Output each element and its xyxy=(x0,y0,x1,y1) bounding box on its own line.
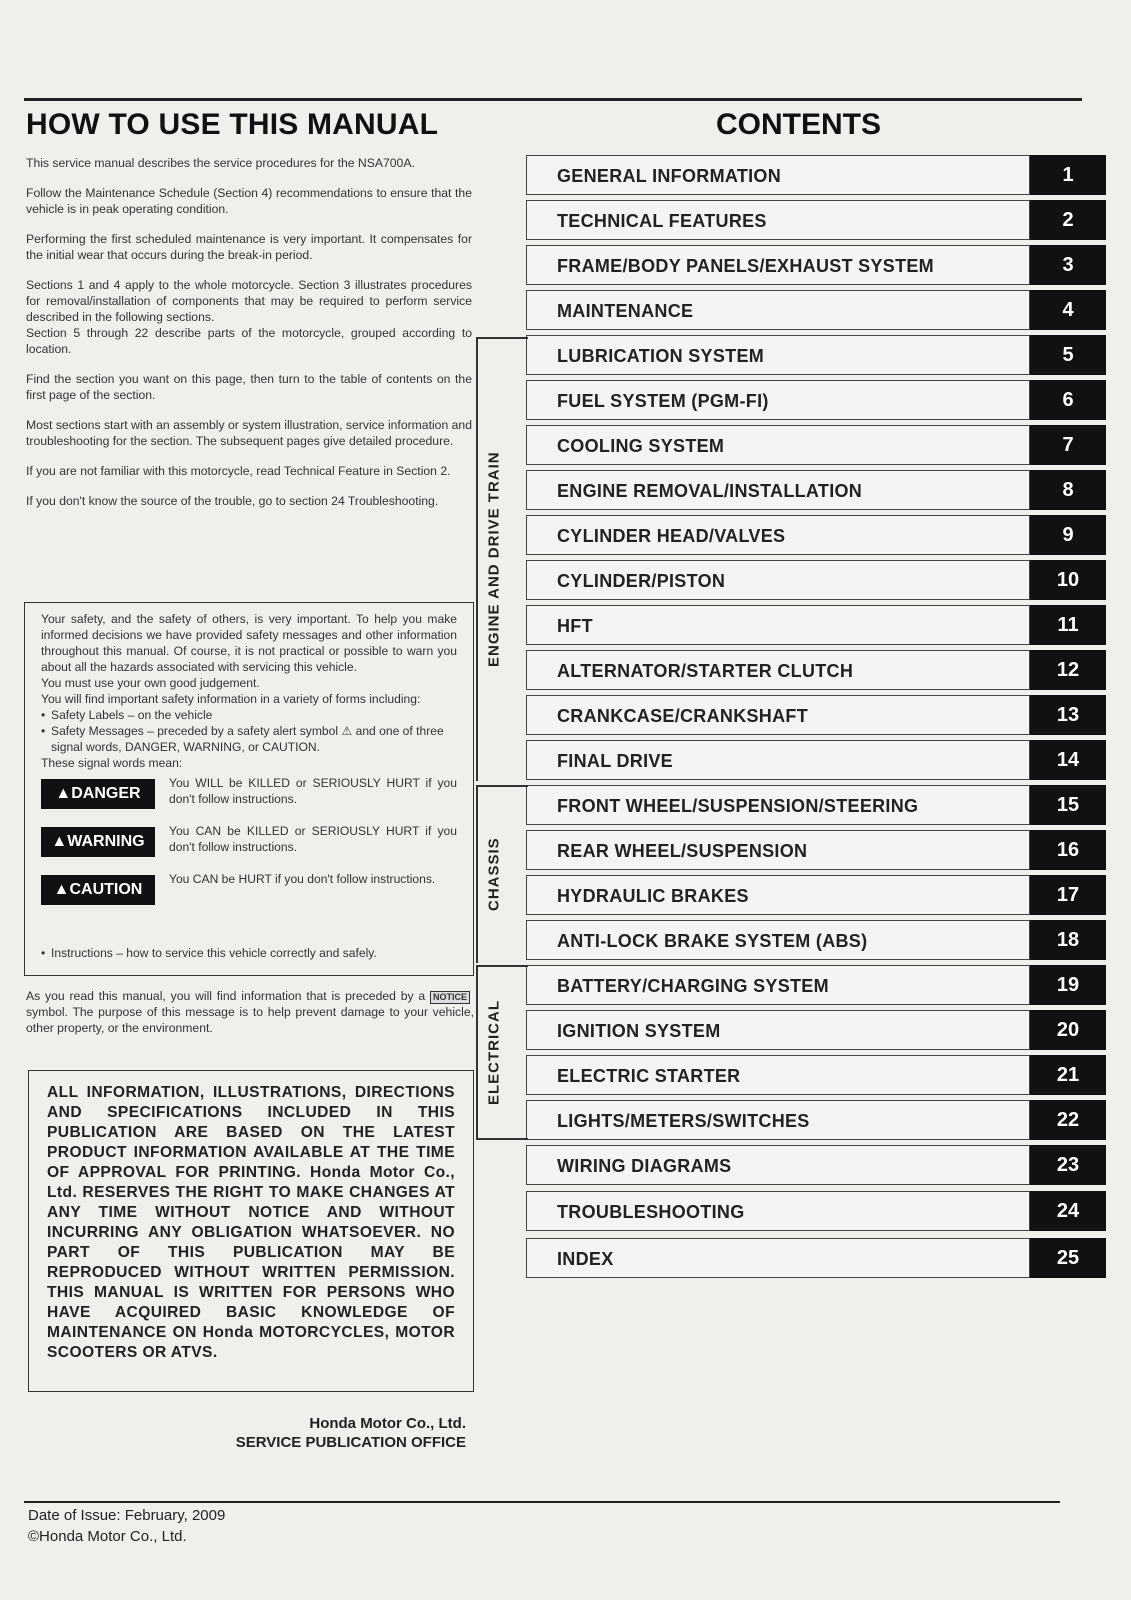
toc-row[interactable] xyxy=(526,515,1106,555)
toc-title: FRONT WHEEL/SUSPENSION/STEERING xyxy=(557,796,919,816)
toc-title: INDEX xyxy=(557,1249,614,1269)
toc-section-tab: 20 xyxy=(1030,1010,1106,1050)
intro-paragraph: Performing the first scheduled maintenance is very important. It compensates for the initial wear that occurs during the break-in period. xyxy=(26,232,472,262)
notice-paragraph xyxy=(26,988,474,1036)
warning-text: You CAN be KILLED or SERIOUSLY HURT if you don't follow instructions. xyxy=(169,824,457,854)
toc-title: CYLINDER/PISTON xyxy=(557,571,726,591)
toc-row[interactable] xyxy=(526,1010,1106,1050)
toc-row[interactable] xyxy=(526,335,1106,375)
toc-section-tab: 5 xyxy=(1030,335,1106,375)
toc-section-tab: 23 xyxy=(1030,1145,1106,1185)
toc-section-tab: 1 xyxy=(1030,155,1106,195)
copyright: ©Honda Motor Co., Ltd. xyxy=(28,1528,187,1545)
toc-title: LUBRICATION SYSTEM xyxy=(557,346,765,366)
intro-paragraph: Follow the Maintenance Schedule (Section 4) recommendations to ensure that the vehicle is in peak operating condition. xyxy=(26,186,472,216)
toc-section-tab: 6 xyxy=(1030,380,1106,420)
toc-row[interactable] xyxy=(526,875,1106,915)
notice-icon: NOTICE xyxy=(430,991,470,1004)
warning-signal xyxy=(41,823,457,857)
toc-title-cell xyxy=(526,1010,1030,1050)
toc-title: REAR WHEEL/SUSPENSION xyxy=(557,841,808,861)
toc-title: GENERAL INFORMATION xyxy=(557,166,782,186)
toc-title-cell xyxy=(526,155,1030,195)
toc-title-cell xyxy=(526,920,1030,960)
toc-section-tab: 18 xyxy=(1030,920,1106,960)
toc-title-cell xyxy=(526,515,1030,555)
toc-row[interactable] xyxy=(526,1055,1106,1095)
toc-title: BATTERY/CHARGING SYSTEM xyxy=(557,976,829,996)
toc-title-cell xyxy=(526,1191,1030,1231)
notice-text-pre: As you read this manual, you will find information that is preceded by a xyxy=(26,989,426,1003)
chassis-group-bracket xyxy=(476,785,478,963)
toc-title: WIRING DIAGRAMS xyxy=(557,1156,732,1176)
toc-row[interactable] xyxy=(526,245,1106,285)
intro-text xyxy=(26,155,472,523)
safety-paragraph: You will find important safety information in a variety of forms including: xyxy=(41,692,421,706)
toc-row[interactable] xyxy=(526,605,1106,645)
publisher-name: Honda Motor Co., Ltd. xyxy=(309,1415,466,1432)
top-rule xyxy=(24,98,1082,101)
legal-notice-box: ALL INFORMATION, ILLUSTRATIONS, DIRECTIONS AND SPECIFICATIONS INCLUDED IN THIS PUBLICATION ARE BASED ON THE LATEST PRODUCT INFORMATION AVAILABLE AT THE TIME OF APPROVAL FOR PRINTING. Honda Motor Co., Ltd. RESERVES THE RIGHT TO MAKE CHANGES AT ANY TIME WITHOUT NOTICE AND WITHOUT INCURRING ANY OBLIGATION WHATSOEVER. NO PART OF THIS PUBLICATION MAY BE REPRODUCED WITHOUT WRITTEN PERMISSION. THIS MANUAL IS WRITTEN FOR PERSONS WHO HAVE ACQUIRED BASIC KNOWLEDGE OF MAINTENANCE ON Honda MOTORCYCLES, MOTOR SCOOTERS OR ATVS. xyxy=(28,1070,474,1392)
safety-list xyxy=(41,945,461,961)
toc-row[interactable] xyxy=(526,1100,1106,1140)
toc-title-cell xyxy=(526,830,1030,870)
toc-title-cell xyxy=(526,335,1030,375)
toc-section-tab: 21 xyxy=(1030,1055,1106,1095)
electrical-group-label: ELECTRICAL xyxy=(485,1000,503,1105)
publisher-office: SERVICE PUBLICATION OFFICE xyxy=(235,1434,466,1451)
bottom-rule xyxy=(24,1501,1060,1503)
toc-title-cell xyxy=(526,650,1030,690)
toc-title-cell xyxy=(526,605,1030,645)
toc-section-tab: 9 xyxy=(1030,515,1106,555)
toc-title-cell xyxy=(526,425,1030,465)
how-to-use-heading: HOW TO USE THIS MANUAL xyxy=(26,108,439,141)
toc-title: IGNITION SYSTEM xyxy=(557,1021,721,1041)
toc-title-cell xyxy=(526,200,1030,240)
intro-paragraph: If you are not familiar with this motorcycle, read Technical Feature in Section 2. xyxy=(26,464,451,478)
toc-section-tab: 7 xyxy=(1030,425,1106,465)
toc-section-tab: 2 xyxy=(1030,200,1106,240)
toc-title: HYDRAULIC BRAKES xyxy=(557,886,749,906)
intro-paragraph: If you don't know the source of the trouble, go to section 24 Troubleshooting. xyxy=(26,494,439,508)
notice-text-post: symbol. The purpose of this message is to help prevent damage to your vehicle, other property, or the environment. xyxy=(26,1005,474,1035)
toc-section-tab: 24 xyxy=(1030,1191,1106,1231)
toc-section-tab: 19 xyxy=(1030,965,1106,1005)
contents-heading: CONTENTS xyxy=(716,108,881,141)
toc-title-cell xyxy=(526,785,1030,825)
toc-title: FRAME/BODY PANELS/EXHAUST SYSTEM xyxy=(557,256,934,276)
toc-title-cell xyxy=(526,245,1030,285)
warning-badge: ▲WARNING xyxy=(41,827,155,857)
toc-title: ENGINE REMOVAL/INSTALLATION xyxy=(557,481,863,501)
toc-row[interactable] xyxy=(526,380,1106,420)
toc-title-cell xyxy=(526,740,1030,780)
toc-row[interactable] xyxy=(526,470,1106,510)
toc-section-tab: 11 xyxy=(1030,605,1106,645)
danger-badge: ▲DANGER xyxy=(41,779,155,809)
toc-row[interactable] xyxy=(526,830,1106,870)
toc-row[interactable] xyxy=(526,965,1106,1005)
toc-title-cell xyxy=(526,380,1030,420)
toc-title-cell xyxy=(526,470,1030,510)
toc-title-cell xyxy=(526,965,1030,1005)
toc-section-tab: 16 xyxy=(1030,830,1106,870)
intro-paragraph: Sections 1 and 4 apply to the whole motorcycle. Section 3 illustrates procedures for removal/installation of components that may be required to perform service described in the following sections. xyxy=(26,278,472,324)
toc-section-tab: 10 xyxy=(1030,560,1106,600)
toc-title: TECHNICAL FEATURES xyxy=(557,211,767,231)
toc-section-tab: 8 xyxy=(1030,470,1106,510)
chassis-group-label: CHASSIS xyxy=(485,837,503,911)
toc-title-cell xyxy=(526,1055,1030,1095)
toc-row[interactable] xyxy=(526,1238,1106,1278)
toc-title: CRANKCASE/CRANKSHAFT xyxy=(557,706,808,726)
caution-badge: ▲CAUTION xyxy=(41,875,155,905)
toc-section-tab: 15 xyxy=(1030,785,1106,825)
list-item: • Instructions – how to service this vehicle correctly and safely. xyxy=(41,945,461,961)
toc-row[interactable] xyxy=(526,695,1106,735)
toc-title-cell xyxy=(526,695,1030,735)
intro-paragraph: Section 5 through 22 describe parts of the motorcycle, grouped according to location. xyxy=(26,326,472,356)
toc-section-tab: 3 xyxy=(1030,245,1106,285)
toc-title: TROUBLESHOOTING xyxy=(557,1202,745,1222)
toc-title: CYLINDER HEAD/VALVES xyxy=(557,526,786,546)
safety-list xyxy=(41,707,457,755)
list-item: • Safety Labels – on the vehicle xyxy=(41,707,457,723)
toc-row[interactable] xyxy=(526,1145,1106,1185)
issue-date: Date of Issue: February, 2009 xyxy=(28,1507,226,1524)
toc-title: COOLING SYSTEM xyxy=(557,436,725,456)
signal-words-intro: These signal words mean: xyxy=(41,756,183,770)
toc-row[interactable] xyxy=(526,785,1106,825)
intro-paragraph: Most sections start with an assembly or system illustration, service information and troubleshooting for the section. The subsequent pages give detailed procedure. xyxy=(26,418,472,448)
safety-paragraph: Your safety, and the safety of others, is very important. To help you make informed decisions we have provided safety messages and other information throughout this manual. Of course, it is not practical or possible to warn you about all the hazards associated with servicing this vehicle. xyxy=(41,612,457,674)
safety-box xyxy=(24,602,474,976)
publisher xyxy=(150,1414,466,1452)
safety-paragraph: You must use your own good judgement. xyxy=(41,676,260,690)
toc-row[interactable] xyxy=(526,425,1106,465)
toc-row[interactable] xyxy=(526,155,1106,195)
electrical-group-bracket xyxy=(476,965,478,1140)
toc-section-tab: 12 xyxy=(1030,650,1106,690)
toc-section-tab: 22 xyxy=(1030,1100,1106,1140)
caution-signal xyxy=(41,871,457,905)
toc-title-cell xyxy=(526,290,1030,330)
toc-row[interactable] xyxy=(526,650,1106,690)
toc-title: MAINTENANCE xyxy=(557,301,694,321)
engine-group-bracket xyxy=(476,337,478,781)
toc-row[interactable] xyxy=(526,290,1106,330)
danger-text: You WILL be KILLED or SERIOUSLY HURT if you don't follow instructions. xyxy=(169,776,457,806)
toc-row[interactable] xyxy=(526,920,1106,960)
toc-section-tab: 13 xyxy=(1030,695,1106,735)
caution-text: You CAN be HURT if you don't follow instructions. xyxy=(169,872,436,886)
toc-title: LIGHTS/METERS/SWITCHES xyxy=(557,1111,810,1131)
toc-row[interactable] xyxy=(526,1191,1106,1231)
engine-group-label: ENGINE AND DRIVE TRAIN xyxy=(485,451,503,667)
toc-section-tab: 14 xyxy=(1030,740,1106,780)
toc-title: FINAL DRIVE xyxy=(557,751,673,771)
toc-row[interactable] xyxy=(526,200,1106,240)
toc-title-cell xyxy=(526,1238,1030,1278)
list-item: • Safety Messages – preceded by a safety alert symbol ⚠ and one of three signal words, DANGER, WARNING, or CAUTION. xyxy=(41,723,457,755)
intro-paragraph: Find the section you want on this page, then turn to the table of contents on the first page of the section. xyxy=(26,372,472,402)
footer xyxy=(28,1505,225,1547)
toc-section-tab: 4 xyxy=(1030,290,1106,330)
toc-title-cell xyxy=(526,560,1030,600)
toc-title-cell xyxy=(526,875,1030,915)
toc-title-cell xyxy=(526,1145,1030,1185)
toc-row[interactable] xyxy=(526,740,1106,780)
toc-section-tab: 25 xyxy=(1030,1238,1106,1278)
toc-section-tab: 17 xyxy=(1030,875,1106,915)
toc-title: FUEL SYSTEM (PGM-FI) xyxy=(557,391,769,411)
toc-title: HFT xyxy=(557,616,593,636)
toc-title: ELECTRIC STARTER xyxy=(557,1066,741,1086)
toc-title-cell xyxy=(526,1100,1030,1140)
intro-paragraph: This service manual describes the service procedures for the NSA700A. xyxy=(26,156,415,170)
toc-title: ALTERNATOR/STARTER CLUTCH xyxy=(557,661,854,681)
danger-signal xyxy=(41,775,457,809)
toc-title: ANTI-LOCK BRAKE SYSTEM (ABS) xyxy=(557,931,868,951)
toc-row[interactable] xyxy=(526,560,1106,600)
